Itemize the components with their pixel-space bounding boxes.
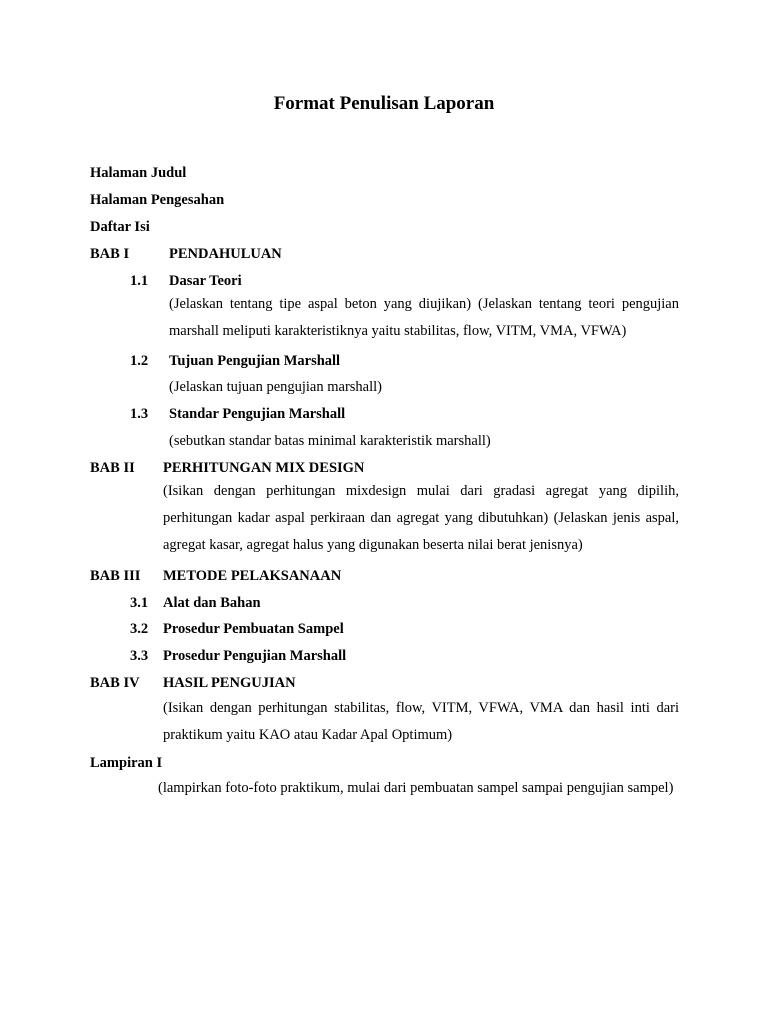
toc-title-page: Halaman Judul [90, 165, 187, 181]
bab4-description: (Isikan dengan perhitungan stabilitas, flow, VITM, VFWA, VMA dan hasil inti dari praktikum yaitu KAO atau Kadar Apal Optimum) [163, 700, 679, 743]
bab2-heading: PERHITUNGAN MIX DESIGN [163, 460, 365, 476]
toc-table-of-contents: Daftar Isi [90, 219, 150, 235]
section-3-1-number: 3.1 [130, 595, 149, 611]
lampiran-label: Lampiran I [90, 755, 163, 771]
section-3-3-title: Prosedur Pengujian Marshall [163, 648, 347, 664]
section-1-3-number: 1.3 [130, 406, 149, 422]
section-1-3-title: Standar Pengujian Marshall [169, 406, 346, 422]
lampiran-description: (lampirkan foto-foto praktikum, mulai dari pembuatan sampel sampai pengujian sampel) [158, 780, 674, 796]
bab3-label: BAB III [90, 568, 141, 584]
bab4-heading: HASIL PENGUJIAN [163, 675, 296, 691]
bab2-description: (Isikan dengan perhitungan mixdesign mulai dari gradasi agregat yang dipilih, perhitungan kadar aspal perkiraan dan agregat yang dibutuhkan) (Jelaskan jenis aspal, agregat kasar, agregat halus yang digunakan beserta nilai berat jenisnya) [163, 483, 679, 553]
bab3-heading: METODE PELAKSANAAN [163, 568, 342, 584]
bab1-heading: PENDAHULUAN [169, 246, 282, 262]
section-1-2-number: 1.2 [130, 353, 149, 369]
toc-approval-page: Halaman Pengesahan [90, 192, 225, 208]
section-3-2-number: 3.2 [130, 621, 149, 637]
section-1-1-number: 1.1 [130, 273, 149, 289]
section-1-3-description: (sebutkan standar batas minimal karakteristik marshall) [169, 433, 491, 449]
section-3-3-number: 3.3 [130, 648, 149, 664]
bab1-label: BAB I [90, 246, 130, 262]
section-1-2-description: (Jelaskan tujuan pengujian marshall) [169, 379, 383, 395]
section-3-1-title: Alat dan Bahan [163, 595, 261, 611]
section-3-2-title: Prosedur Pembuatan Sampel [163, 621, 344, 637]
section-1-2-title: Tujuan Pengujian Marshall [169, 353, 341, 369]
section-1-1-description: (Jelaskan tentang tipe aspal beton yang diujikan) (Jelaskan tentang teori pengujian marshall meliputi karakteristiknya yaitu stabilitas, flow, VITM, VMA, VFWA) [169, 296, 679, 339]
page-title: Format Penulisan Laporan [273, 93, 495, 114]
bab2-label: BAB II [90, 460, 135, 476]
section-1-1-title: Dasar Teori [169, 273, 242, 289]
bab4-label: BAB IV [90, 675, 140, 691]
